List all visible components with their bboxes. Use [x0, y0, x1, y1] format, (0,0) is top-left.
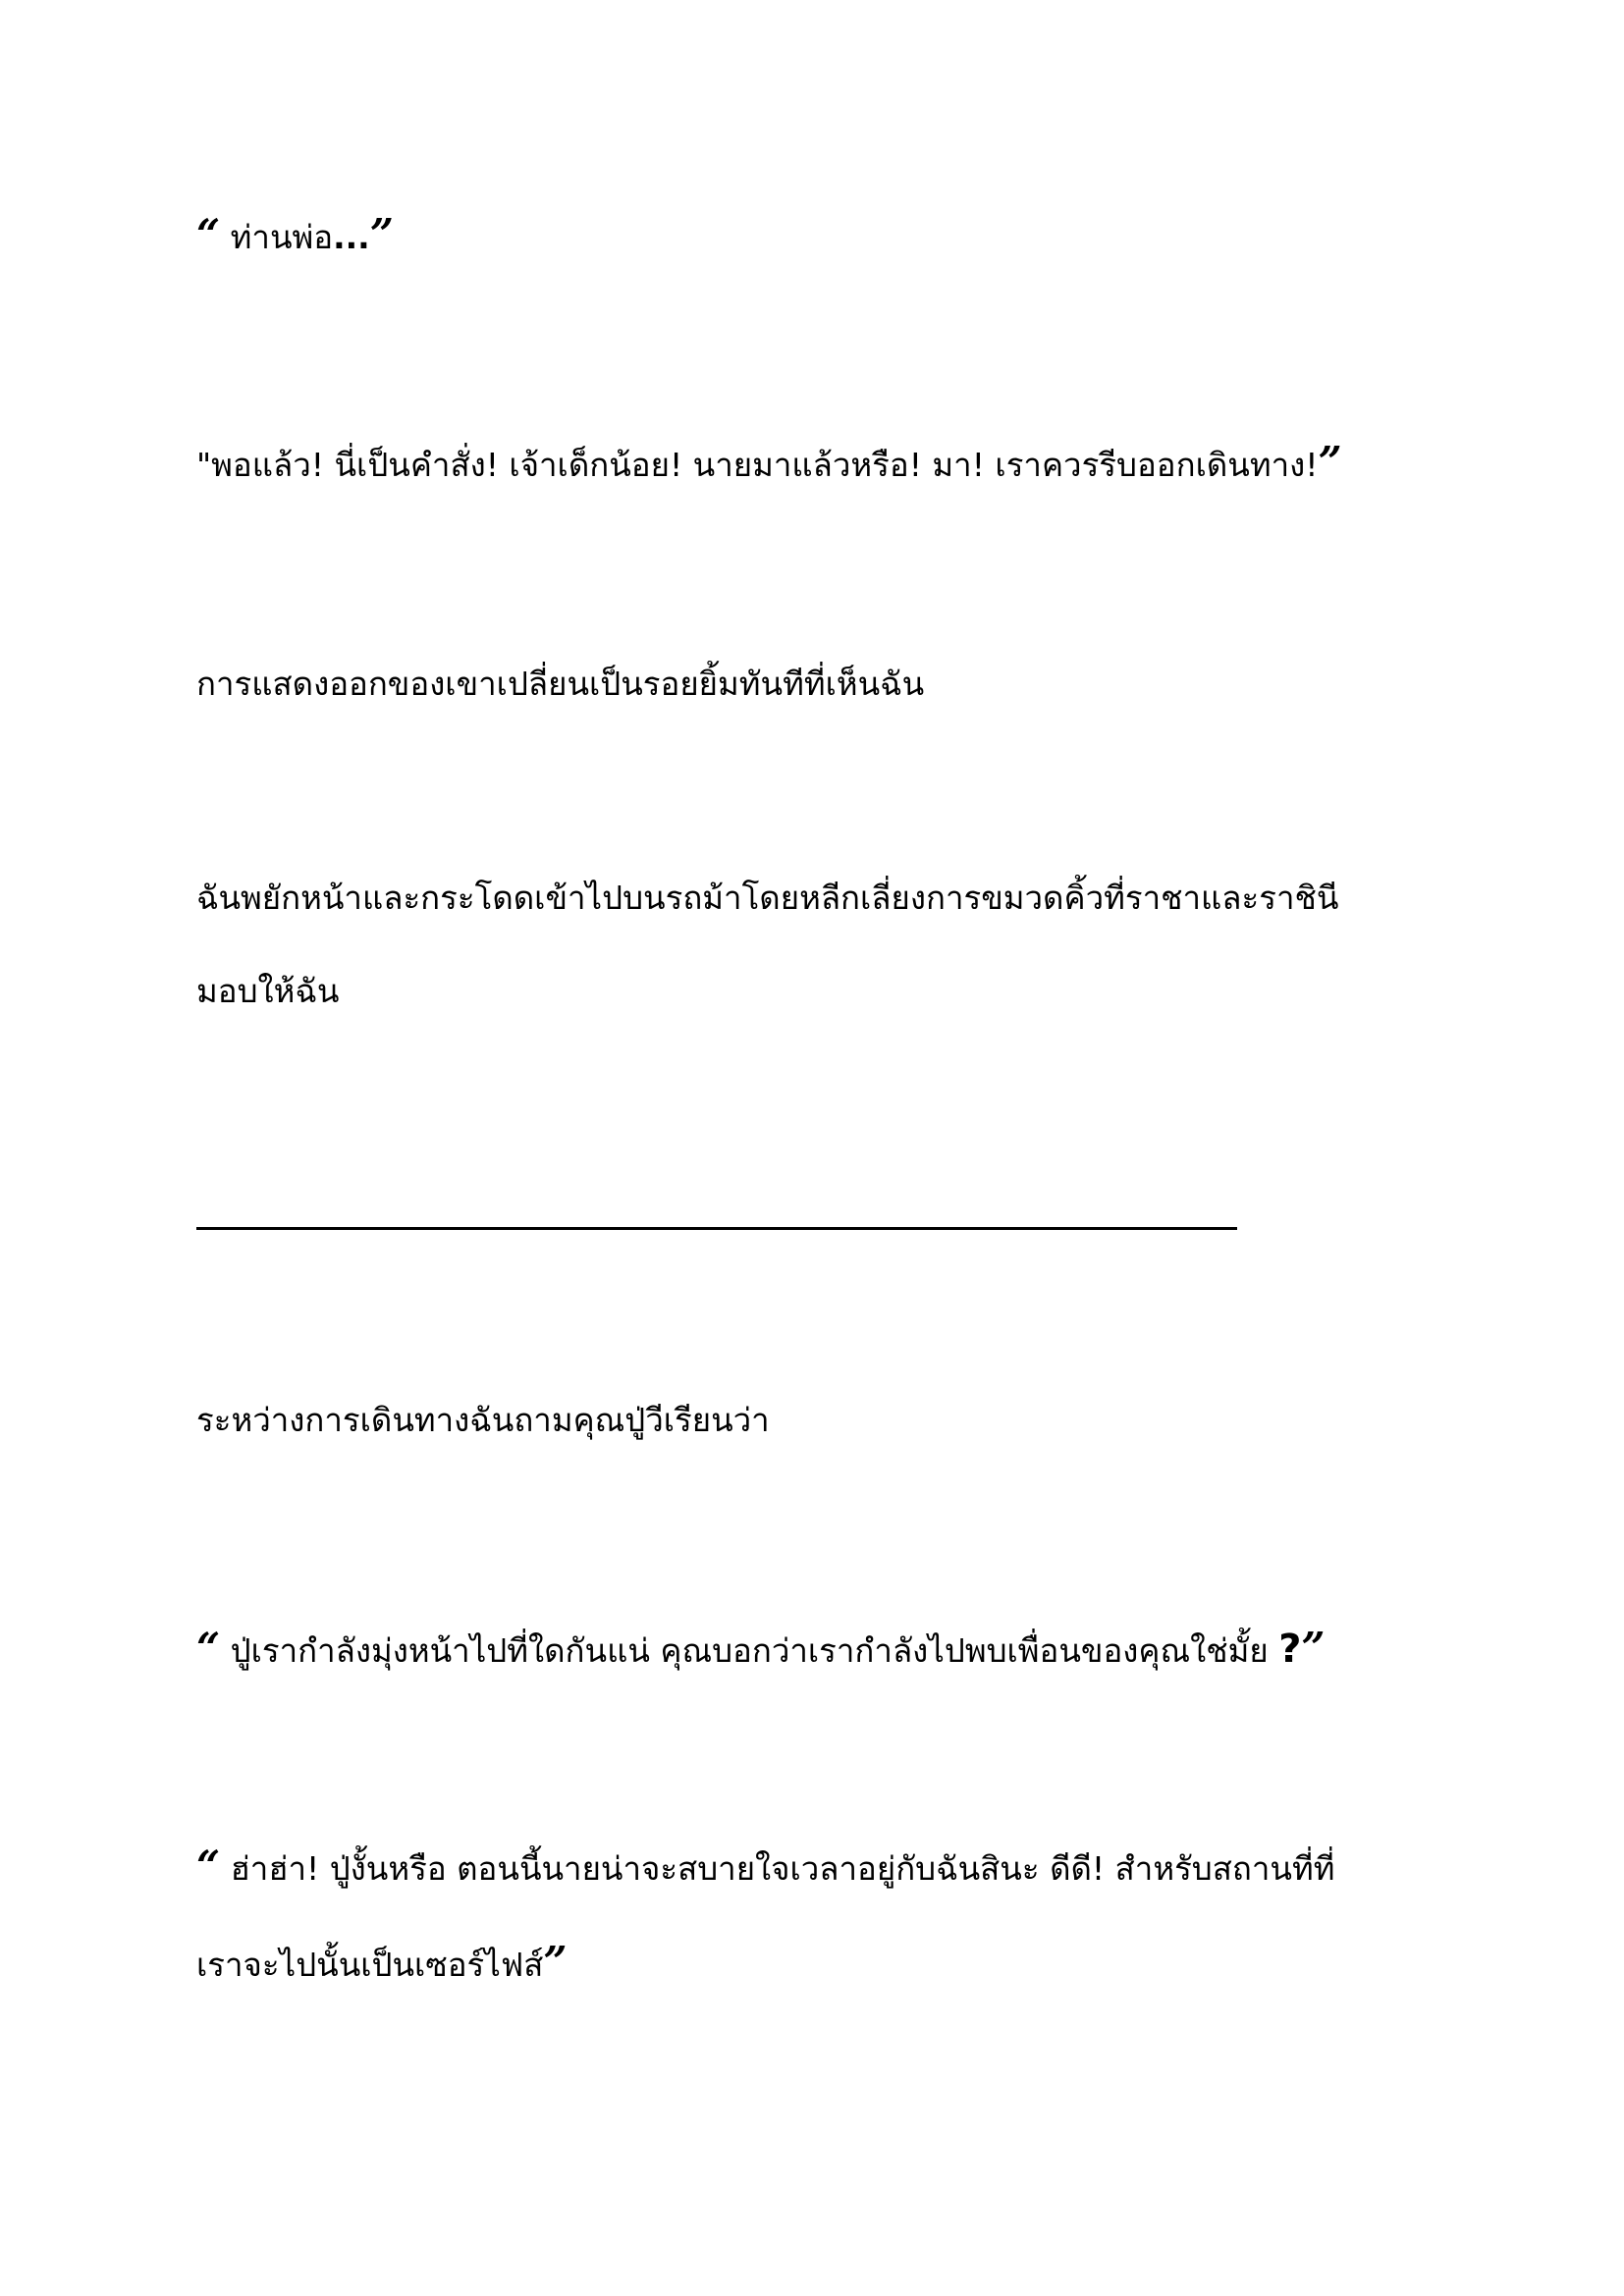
dialogue-text: "พอแล้ว! นี่เป็นคำสั่ง! เจ้าเด็กน้อย! นายมาแล้วหรือ! มา! เราควรรีบออกเดินทาง! [196, 446, 1319, 484]
dialogue-line-haha-1 [196, 1842, 1335, 1890]
dialogue-text: ท่านพ่อ [220, 218, 334, 256]
open-quote-mark: “ [196, 1842, 221, 1890]
dialogue-line-question [196, 1624, 1326, 1672]
narration-line-nod-1 [196, 879, 1339, 917]
narration-text: ระหว่างการเดินทางฉันถามคุณปู่วีเรียนว่า [196, 1401, 770, 1439]
narration-line-smile [196, 665, 925, 703]
narration-line-nod-2 [196, 972, 340, 1010]
dialogue-line-father [196, 210, 394, 258]
section-divider [196, 1227, 1237, 1230]
narration-text: มอบให้ฉัน [196, 972, 340, 1010]
dialogue-text: ปู่เรากำลังมุ่งหน้าไปที่ใดกันแน่ คุณบอกว่าเรากำลังไปพบเพื่อนของคุณใช่มั้ย [220, 1631, 1279, 1670]
open-quote-mark: “ [196, 1624, 221, 1672]
open-quote-mark: “ [196, 210, 221, 258]
close-quote-mark: ” [369, 210, 394, 258]
dialogue-line-enough [196, 438, 1342, 486]
close-quote-mark: ” [543, 1938, 568, 1986]
dialogue-text: ฮ่าฮ่า! ปู่งั้นหรือ ตอนนี้นายน่าจะสบายใจเวลาอยู่กับฉันสินะ ดีดี! สำหรับสถานที่ที่ [220, 1849, 1335, 1888]
close-quote-mark: ” [1301, 1624, 1326, 1672]
ellipsis: ... [333, 218, 370, 256]
narration-text: การแสดงออกของเขาเปลี่ยนเป็นรอยยิ้มทันทีที่เห็นฉัน [196, 665, 925, 703]
close-quote-mark: ” [1318, 438, 1342, 486]
dialogue-line-haha-2 [196, 1938, 568, 1986]
narration-text: ฉันพยักหน้าและกระโดดเข้าไปบนรถม้าโดยหลีกเลี่ยงการขมวดคิ้วที่ราชาและราชินี [196, 879, 1339, 917]
question-mark: ? [1278, 1627, 1302, 1672]
dialogue-text: เราจะไปนั้นเป็นเซอร์ไฟส์ [196, 1946, 544, 1984]
narration-line-journey [196, 1401, 770, 1439]
